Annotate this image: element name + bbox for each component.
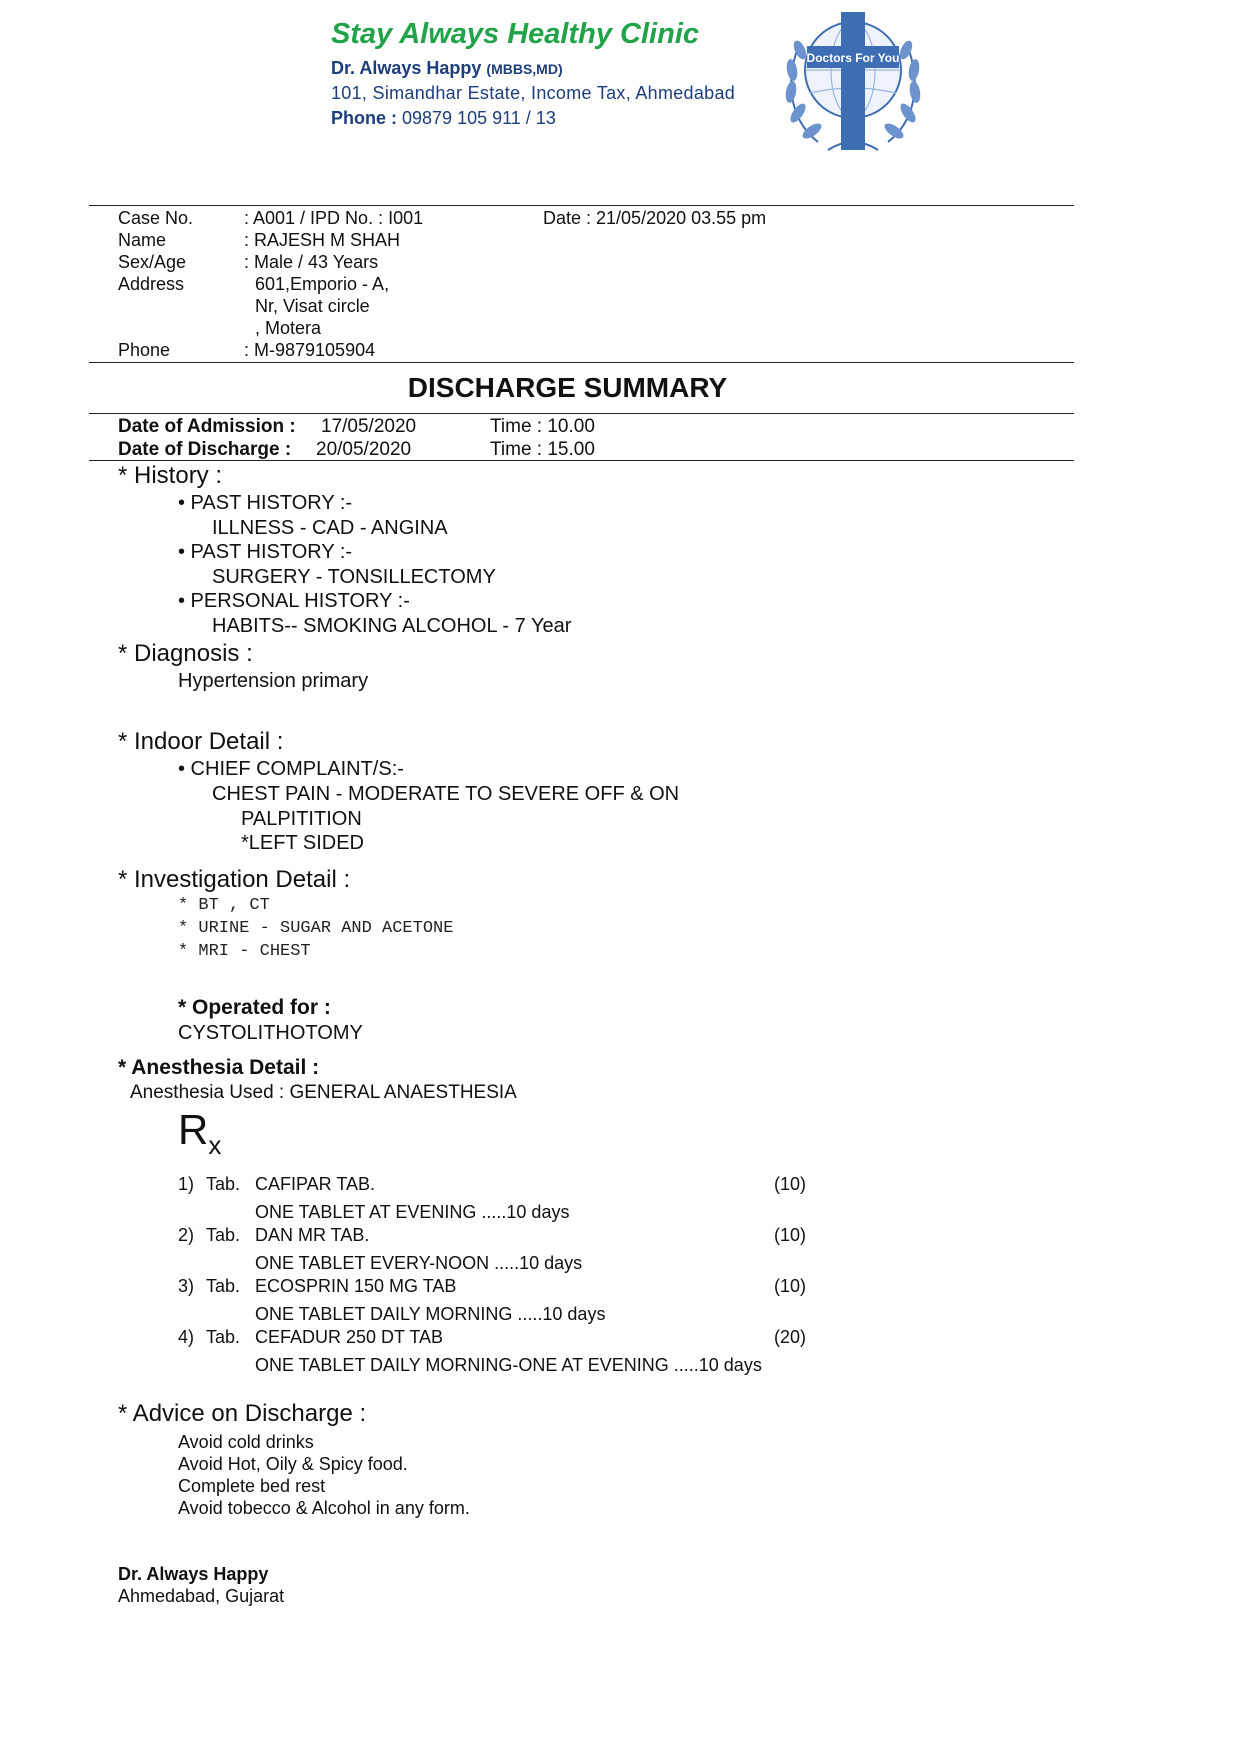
history-item-detail: SURGERY - TONSILLECTOMY bbox=[212, 566, 496, 588]
rx-item-qty: (10) bbox=[774, 1276, 807, 1296]
rx-item-num: 2) bbox=[178, 1225, 195, 1245]
phone-value: : M-9879105904 bbox=[244, 340, 376, 360]
clinic-phone-value: 09879 105 911 / 13 bbox=[402, 108, 556, 128]
chief-complaint-label: • CHIEF COMPLAINT/S:- bbox=[178, 758, 404, 780]
advice-heading: * Advice on Discharge : bbox=[118, 1400, 367, 1427]
history-heading: * History : bbox=[118, 462, 223, 489]
diagnosis-heading: * Diagnosis : bbox=[118, 640, 253, 667]
rx-item-qty: (10) bbox=[774, 1174, 807, 1194]
clinic-phone bbox=[331, 108, 556, 129]
investigation-item: * BT , CT bbox=[178, 896, 270, 915]
clinic-name: Stay Always Healthy Clinic bbox=[331, 18, 700, 50]
address-line-1: 601,Emporio - A, bbox=[255, 274, 390, 294]
rx-item-name: ECOSPRIN 150 MG TAB bbox=[255, 1276, 457, 1296]
divider-dates bbox=[89, 460, 1074, 461]
rx-symbol bbox=[178, 1106, 221, 1161]
advice-item: Avoid cold drinks bbox=[178, 1432, 314, 1452]
operated-heading: * Operated for : bbox=[178, 996, 331, 1019]
rx-item-num: 1) bbox=[178, 1174, 195, 1194]
case-label: Case No. bbox=[118, 208, 194, 228]
rx-item-form: Tab. bbox=[206, 1174, 241, 1194]
advice-item: Avoid tobecco & Alcohol in any form. bbox=[178, 1498, 470, 1518]
divider-title bbox=[89, 413, 1074, 414]
clinic-phone-label: Phone : bbox=[331, 108, 397, 128]
history-item-label: • PAST HISTORY :- bbox=[178, 541, 353, 563]
doctor-name: Dr. Always Happy bbox=[331, 58, 482, 78]
rx-item-form: Tab. bbox=[206, 1327, 241, 1347]
case-value: : A001 / IPD No. : I001 bbox=[244, 208, 424, 228]
signature-name: Dr. Always Happy bbox=[118, 1564, 269, 1584]
sexage-label: Sex/Age bbox=[118, 252, 187, 272]
rx-item-name: CEFADUR 250 DT TAB bbox=[255, 1327, 444, 1347]
rx-item-num: 4) bbox=[178, 1327, 195, 1347]
anesthesia-heading: * Anesthesia Detail : bbox=[118, 1056, 320, 1079]
divider-info bbox=[89, 362, 1074, 363]
investigation-item: * MRI - CHEST bbox=[178, 942, 311, 961]
rx-item-qty: (20) bbox=[774, 1327, 807, 1347]
investigation-item: * URINE - SUGAR AND ACETONE bbox=[178, 919, 454, 938]
history-item-label: • PERSONAL HISTORY :- bbox=[178, 590, 410, 612]
name-label: Name bbox=[118, 230, 167, 250]
rx-item-dose: ONE TABLET DAILY MORNING-ONE AT EVENING .....10 days bbox=[255, 1355, 762, 1375]
rx-symbol-sub: x bbox=[208, 1130, 222, 1160]
doctor-heading bbox=[331, 58, 563, 79]
anesthesia-text: Anesthesia Used : GENERAL ANAESTHESIA bbox=[130, 1082, 517, 1103]
chief-complaint-line: *LEFT SIDED bbox=[241, 832, 364, 854]
history-item-label: • PAST HISTORY :- bbox=[178, 492, 353, 514]
investigation-heading: * Investigation Detail : bbox=[118, 866, 351, 893]
advice-item: Complete bed rest bbox=[178, 1476, 326, 1496]
divider-top bbox=[89, 205, 1074, 206]
rx-item-dose: ONE TABLET DAILY MORNING .....10 days bbox=[255, 1304, 606, 1324]
history-item-detail: HABITS-- SMOKING ALCOHOL - 7 Year bbox=[212, 615, 572, 637]
discharge-time: Time : 15.00 bbox=[490, 439, 595, 460]
clinic-address: 101, Simandhar Estate, Income Tax, Ahmedabad bbox=[331, 83, 736, 103]
rx-item-form: Tab. bbox=[206, 1276, 241, 1296]
advice-item: Avoid Hot, Oily & Spicy food. bbox=[178, 1454, 408, 1474]
report-date: Date : 21/05/2020 03.55 pm bbox=[543, 208, 767, 228]
history-item-detail: ILLNESS - CAD - ANGINA bbox=[212, 517, 448, 539]
rx-item-name: DAN MR TAB. bbox=[255, 1225, 370, 1245]
rx-item-form: Tab. bbox=[206, 1225, 241, 1245]
operated-text: CYSTOLITHOTOMY bbox=[178, 1022, 363, 1044]
signature-place: Ahmedabad, Gujarat bbox=[118, 1586, 285, 1606]
phone-label: Phone bbox=[118, 340, 171, 360]
admission-label: Date of Admission : bbox=[118, 416, 296, 437]
doctor-qualifications: (MBBS,MD) bbox=[486, 61, 563, 77]
rx-item-qty: (10) bbox=[774, 1225, 807, 1245]
sexage-value: : Male / 43 Years bbox=[244, 252, 379, 272]
clinic-logo bbox=[778, 2, 928, 158]
address-line-3: , Motera bbox=[255, 318, 322, 338]
address-label: Address bbox=[118, 274, 185, 294]
indoor-heading: * Indoor Detail : bbox=[118, 728, 284, 755]
chief-complaint-line: CHEST PAIN - MODERATE TO SEVERE OFF & ON bbox=[212, 783, 680, 805]
discharge-label: Date of Discharge : bbox=[118, 439, 292, 460]
admission-value: 17/05/2020 bbox=[321, 416, 417, 437]
rx-symbol-letter: R bbox=[178, 1106, 209, 1153]
address-line-2: Nr, Visat circle bbox=[255, 296, 370, 316]
rx-item-dose: ONE TABLET AT EVENING .....10 days bbox=[255, 1202, 570, 1222]
logo-text: Doctors For You bbox=[806, 51, 900, 65]
name-value: : RAJESH M SHAH bbox=[244, 230, 401, 250]
chief-complaint-line: PALPITITION bbox=[241, 808, 362, 830]
rx-item-name: CAFIPAR TAB. bbox=[255, 1174, 376, 1194]
discharge-value: 20/05/2020 bbox=[316, 439, 412, 460]
rx-item-dose: ONE TABLET EVERY-NOON .....10 days bbox=[255, 1253, 583, 1273]
rx-item-num: 3) bbox=[178, 1276, 195, 1296]
page-title: DISCHARGE SUMMARY bbox=[407, 372, 728, 403]
diagnosis-text: Hypertension primary bbox=[178, 670, 369, 692]
admission-time: Time : 10.00 bbox=[490, 416, 595, 437]
